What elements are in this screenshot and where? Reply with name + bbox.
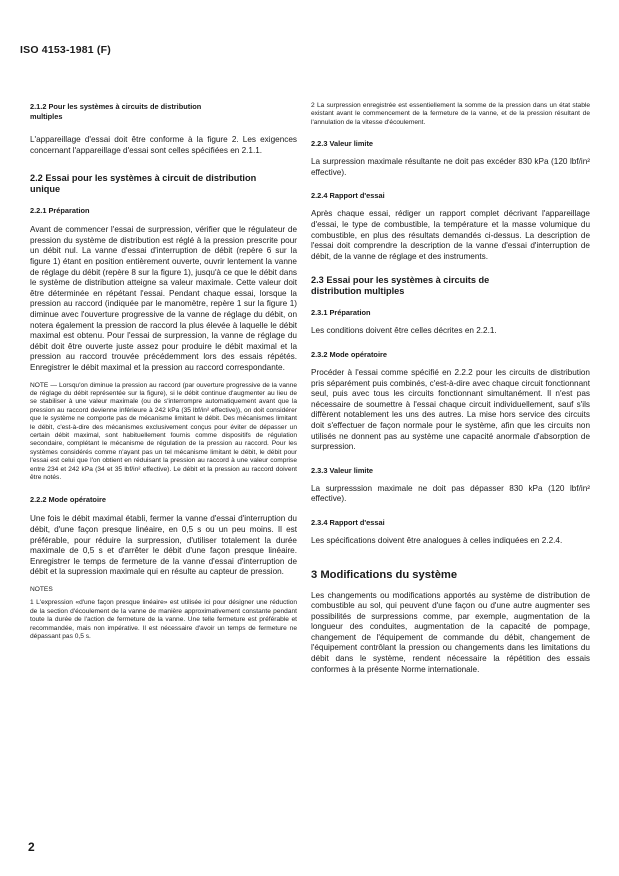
section-2-2-3-title: 2.2.3 Valeur limite (311, 139, 374, 149)
note-2: 2 La surpression enregistrée est essentiellement la somme de la pression dans un état stable existant avant le commencement de la fermeture de la vanne, et de la pression résultant de l'annulation de la vitesse d'écoulement. (311, 102, 590, 126)
section-2-2-1-title: 2.2.1 Préparation (30, 206, 90, 216)
section-2-2-2-body: Une fois le débit maximal établi, fermer la vanne d'essai d'interruption du débit, d'une façon presque linéaire, en 0,5 s ou un peu moins. Il est préférable, pour réduire la surpression, d'utiliser totalement la durée maximale de 0,5 s et d'arrêter le débit d'une façon presque linéaire. Enregistrer le temps de fermeture de la vanne d'essai d'interruption de débit et la supression maximale qui en résulte au capteur de pression. (30, 514, 297, 577)
document-header: ISO 4153-1981 (F) (20, 44, 111, 56)
section-2-1-2-body: L'appareillage d'essai doit être conforme à la figure 2. Les exigences concernant l'appareillage d'essai sont celles spécifiées en 2.1.1. (30, 135, 297, 155)
section-2-3-4-title: 2.3.4 Rapport d'essai (311, 517, 385, 527)
section-2-2-4-title: 2.2.4 Rapport d'essai (311, 191, 385, 201)
section-2-2-3-body: La surpression maximale résultante ne doit pas excéder 830 kPa (120 lbf/in² effective). (311, 157, 590, 177)
section-2-3-1-title: 2.3.1 Préparation (311, 308, 371, 318)
section-2-3-3-body: La surpresssion maximale ne doit pas dépasser 830 kPa (120 lbf/in² effective). (311, 483, 590, 504)
section-2-3-title: 2.3 Essai pour les systèmes à circuits de distribution multiples (311, 275, 490, 297)
notes-label: NOTES (30, 585, 53, 593)
left-column (30, 102, 297, 641)
section-2-1-2-title: 2.1.2 Pour les systèmes à circuits de distribution multiples (30, 102, 202, 121)
section-2-2-title: 2.2 Essai pour les systèmes à circuit de distribution unique (30, 173, 257, 195)
note-1: 1 L'expression «d'une façon presque linéaire» est utilisée ici pour désigner une réduction de la section d'écoulement de la vanne de manière approximativement constante pendant toute la durée de l'action de fermeture de la vanne. Une telle fermeture est préférable et recommandée, mais non impérative. Il est nécessaire d'avoir un temps de fermeture ne dépassant pas 0,5 s. (30, 599, 297, 640)
section-2-2-4-body: Après chaque essai, rédiger un rapport complet décrivant l'appareillage d'essai, le type de combustible, la température et la masse volumique du combustible, en plus des résultats demandés ci-dessus. La description de l'essai doit comprendre la description de la vanne d'essai d'interruption de débit, de la vanne de réglage et des instruments. (311, 209, 590, 261)
section-2-2-1-body: Avant de commencer l'essai de surpression, vérifier que le régulateur de pression du système de distribution est réglé à la pression prescrite pour un débit nul. La vanne d'essai d'interruption de débit (repère 6 sur la figure 1) étant en position entièrement ouverte, ouvrir lentement la vanne de réglage du débit (repère 8 sur la figure 1), jusqu'à ce que le débit dans le système de distribution atteigne sa valeur maximale. Cette valeur doit être déterminée en répétant l'essai. Pendant chaque essai, lorsque la pression au raccord (indiquée par le manomètre, repère 1 sur la figure 1) diminue avec l'ouverture progressive de la vanne de réglage du débit, on notera également la pression de raccord la plus élevée à laquelle le débit maximal est obtenu. Pour l'essai de surpression, la vanne de réglage du débit doit être ouverte juste assez pour produire le débit maximal et la pression au raccord trouvée précédemment lors des essais répétés. Enregistrer le débit maximal et la pression au raccord correspondante. (30, 225, 297, 372)
section-2-3-2-body: Procéder à l'essai comme spécifié en 2.2.2 pour les circuits de distribution pris séparément puis combinés, c'est-à-dire avec chaque circuit fonctionnant seul, puis avec tous les circuits fonctionnant simultanément. Il n'est pas nécessaire de soumettre à l'essai chaque circuit individuellement, sauf s'ils diffèrent notablement les uns des autres. La mise hors service des circuits doit s'effectuer de façon normale pour le système, afin que les circuits non utilisés ne donnent pas au système une capacité anormale d'absorption de surpression. (311, 367, 590, 452)
section-2-3-1-body: Les conditions doivent être celles décrites en 2.2.1. (311, 326, 497, 336)
section-2-3-3-title: 2.3.3 Valeur limite (311, 465, 374, 475)
right-column (311, 102, 590, 675)
section-3-body: Les changements ou modifications apportés au système de distribution de combustible au sol, qui peuvent d'une façon ou d'une autre augmenter ses possibilités de surpressions comme, par exemple, augmentation de la longueur des conduites, augmentation de la capacité de pompage, changement de l'équipement de commande du débit, changement de l'équipement contrôlant la pression ou changements dans les limitations du débit dans le système, rendent nécessaire la répétition des essais conformes à la présente Norme internationale. (311, 590, 590, 674)
note-body: NOTE — Lorsqu'on diminue la pression au raccord (par ouverture progressive de la vanne de réglage du débit représentée sur la figure), si le débit continue d'augmenter au lieu de se stabiliser à une valeur maximale (ou de s'interrompre automatiquement avant que la pression au raccord devienne inférieure à 242 kPa (35 lbf/in² effective)), on doit considérer que le système ne comporte pas de mécanisme limitant le débit. Des mécanismes limitant le débit, c'est-à-dire des mécanismes exclusivement conçus pour éviter de dépasser un certain débit maximal, sont habituellement fournis comme dispositifs de régulation secondaire, complétant le mécanisme de régulation de la pression au raccord. Pour les systèmes considérés comme n'ayant pas un tel mécanisme limitant le débit, le débit pour l'essai est celui que l'on obtient en réduisant la pression au raccord à une valeur comprise entre 234 et 242 kPa (34 et 35 lbf/in² effective). Le débit et la pression au raccord doivent être notés. (30, 381, 297, 481)
section-2-2-2-title: 2.2.2 Mode opératoire (30, 495, 106, 505)
section-3-title: 3 Modifications du système (311, 568, 458, 581)
page-number: 2 (28, 840, 35, 854)
section-2-3-4-body: Les spécifications doivent être analogues à celles indiquées en 2.2.4. (311, 535, 563, 545)
section-2-3-2-title: 2.3.2 Mode opératoire (311, 349, 387, 359)
